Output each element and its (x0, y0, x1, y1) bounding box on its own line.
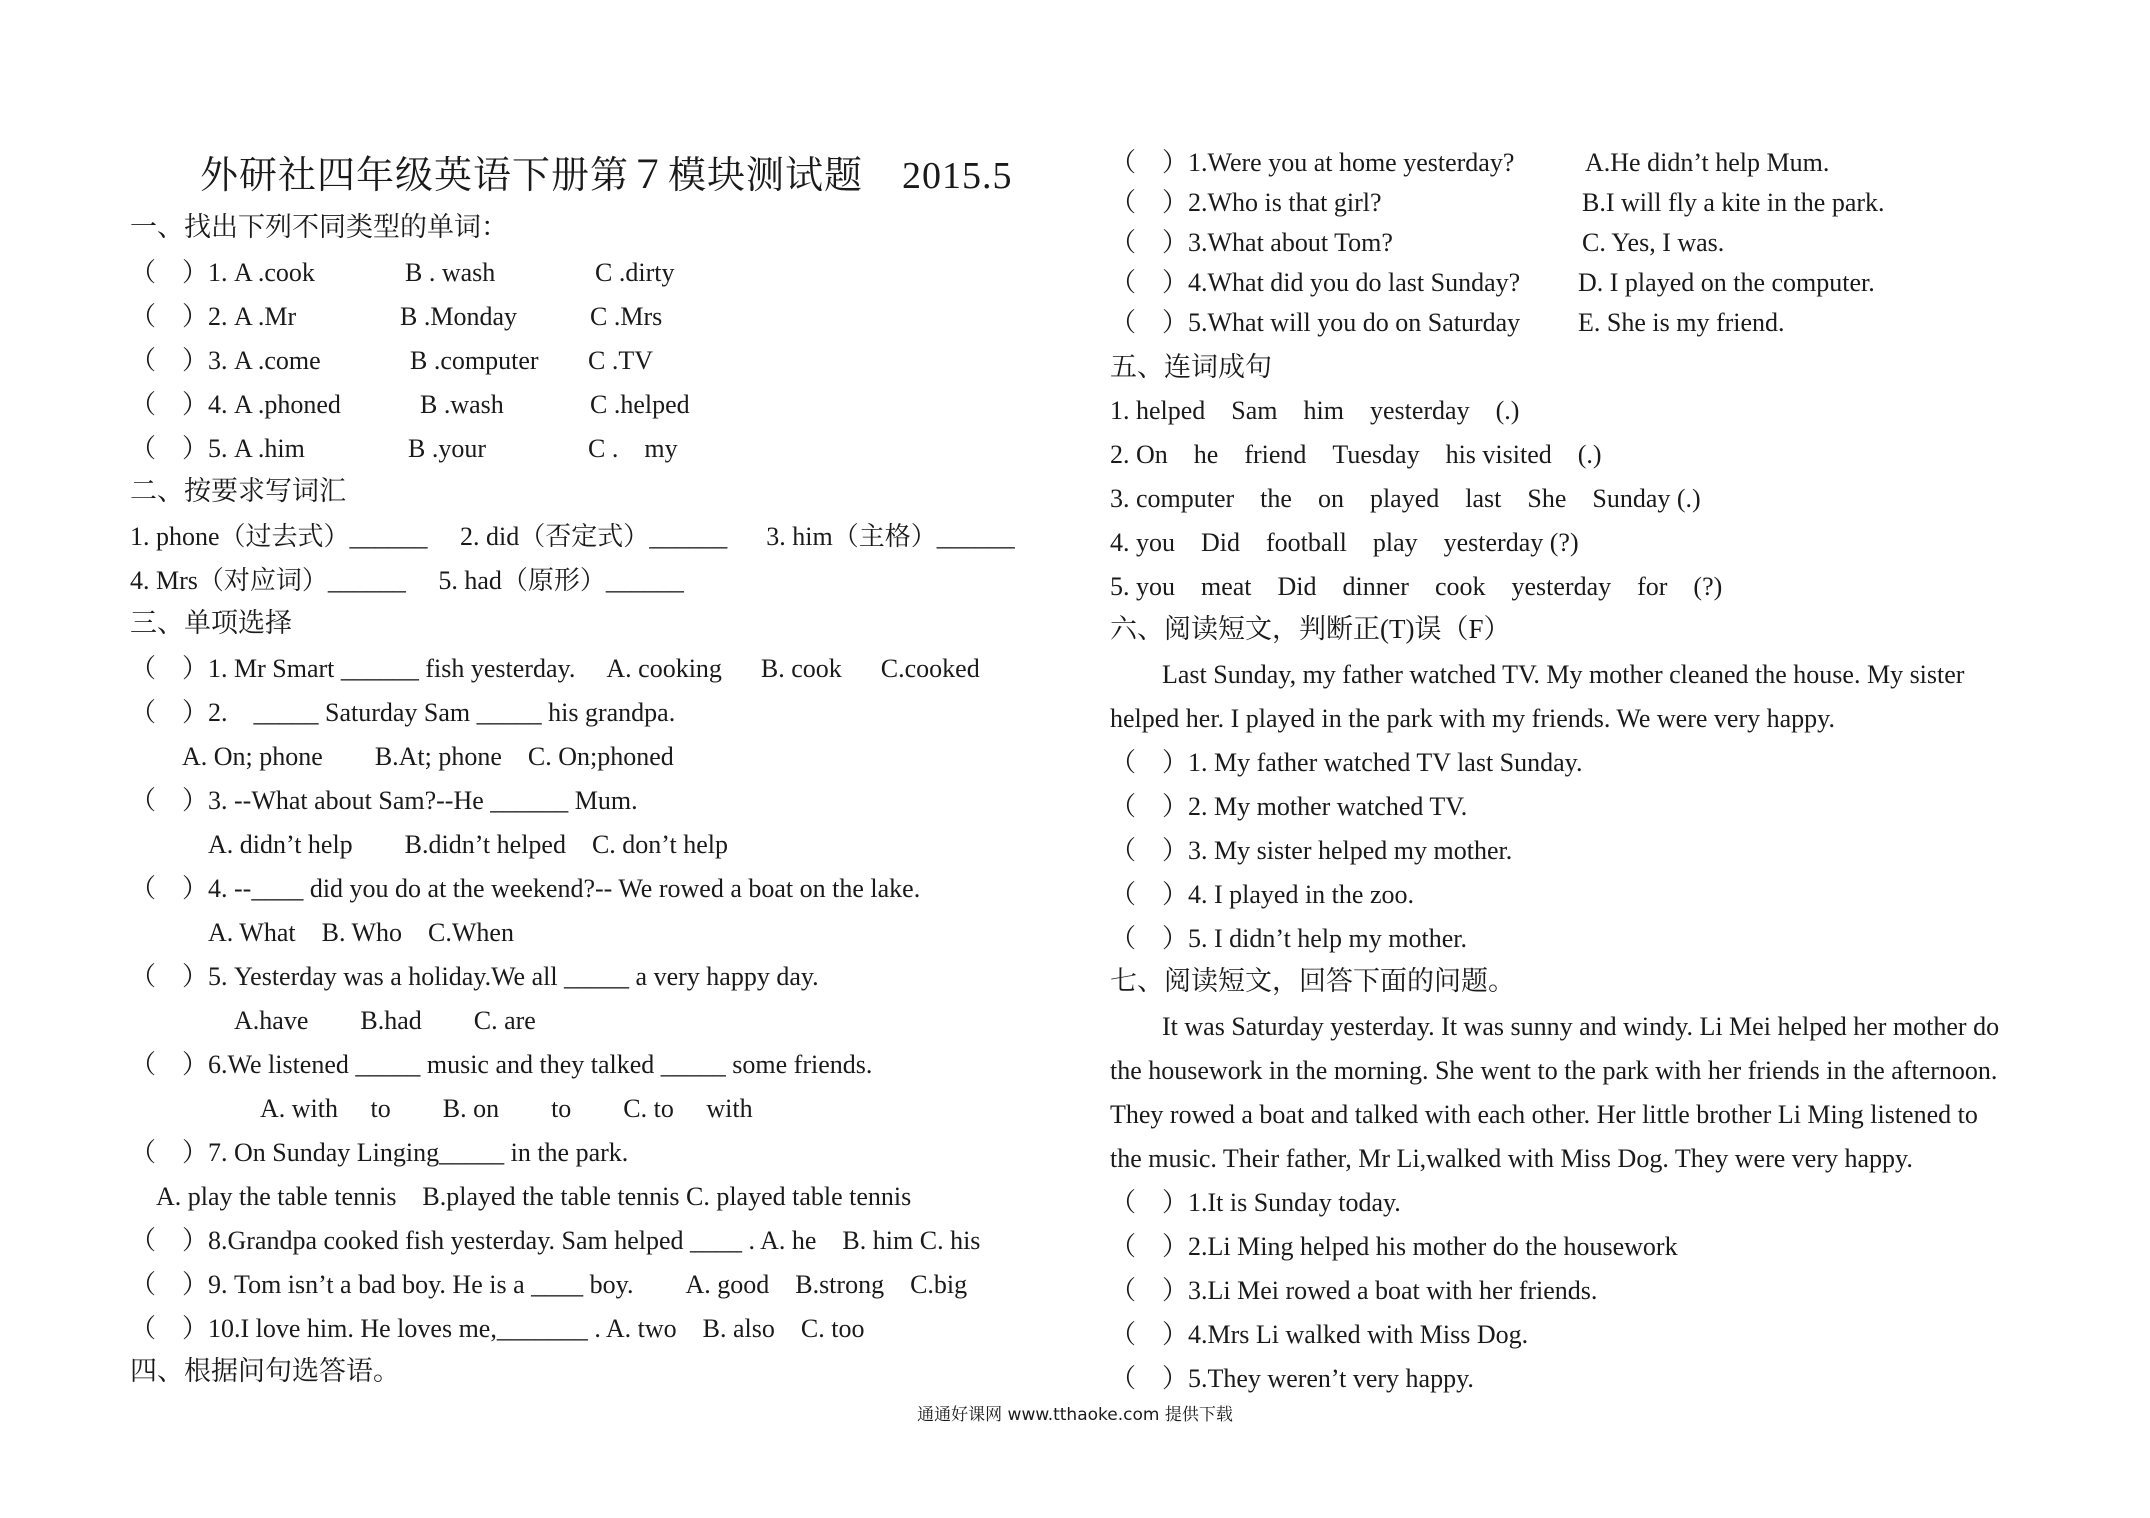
s7-item-1: （ ）1.It is Sunday today. (1110, 1188, 1401, 1217)
s3-line-10: （ ）6.We listened _____ music and they talked _____ some friends. (130, 1050, 873, 1079)
s3-line-6: （ ）4. --____ did you do at the weekend?-- We rowed a boat on the lake. (130, 874, 921, 903)
s4-row-5-question: （ ）5.What will you do on Saturday (1110, 308, 1521, 337)
section-6-heading: 六、阅读短文，判断正(T)误（F） (1110, 614, 1511, 644)
section-2-heading: 二、按要求写词汇 (130, 476, 346, 506)
s7-para-line-1: It was Saturday yesterday. It was sunny and windy. Li Mei helped her mother do (1110, 1012, 2000, 1041)
s4-row-5-answer: E. She is my friend. (1578, 308, 1785, 337)
s6-item-2: （ ）2. My mother watched TV. (1110, 792, 1468, 821)
s6-item-4: （ ）4. I played in the zoo. (1110, 880, 1414, 909)
s7-item-3: （ ）3.Li Mei rowed a boat with her friends. (1110, 1276, 1598, 1305)
s6-para-line-2: helped her. I played in the park with my friends. We were very happy. (1110, 704, 1835, 733)
s4-row-3-answer: C. Yes, I was. (1582, 228, 1725, 257)
s3-line-1: （ ）1. Mr Smart ______ fish yesterday. A. cooking B. cook C.cooked (130, 654, 980, 683)
s7-para-line-2: the housework in the morning. She went to the park with her friends in the afternoon. (1110, 1056, 1998, 1085)
s6-item-1: （ ）1. My father watched TV last Sunday. (1110, 748, 1583, 777)
section-7-heading: 七、阅读短文，回答下面的问题。 (1110, 966, 1515, 996)
s7-para-line-4: the music. Their father, Mr Li,walked with Miss Dog. They were very happy. (1110, 1144, 1913, 1173)
s3-line-8: （ ）5. Yesterday was a holiday.We all _____ a very happy day. (130, 962, 819, 991)
section-1-heading: 一、找出下列不同类型的单词： (130, 212, 508, 242)
section-3-heading: 三、单项选择 (130, 608, 292, 638)
s1-row-4-b: B .wash (420, 390, 504, 419)
page-title: 外研社四年级英语下册第７模块测试题 2015.5 (200, 155, 1013, 197)
s4-row-2-question: （ ）2.Who is that girl? (1110, 188, 1382, 217)
s1-row-5-b: B .your (408, 434, 486, 463)
footer-credit: 通通好课网 www.tthaoke.com 提供下载 (917, 1405, 1233, 1425)
s1-row-4-a: （ ）4. A .phoned (130, 390, 341, 419)
s3-line-16: （ ）10.I love him. He loves me,_______ . A. two B. also C. too (130, 1314, 865, 1343)
s1-row-3-c: C .TV (588, 346, 653, 375)
s7-item-5: （ ）5.They weren’t very happy. (1110, 1364, 1474, 1393)
s1-row-2-b: B .Monday (400, 302, 517, 331)
section-4-heading: 四、根据问句选答语。 (130, 1356, 400, 1386)
s1-row-2-a: （ ）2. A .Mr (130, 302, 297, 331)
s3-line-3: A. On; phone B.At; phone C. On;phoned (130, 742, 674, 771)
s3-line-7: A. What B. Who C.When (130, 918, 514, 947)
s7-item-2: （ ）2.Li Ming helped his mother do the housework (1110, 1232, 1678, 1261)
s1-row-5-a: （ ）5. A .him (130, 434, 305, 463)
s5-line-3: 3. computer the on played last She Sunday (.) (1110, 484, 1701, 513)
s4-row-3-question: （ ）3.What about Tom? (1110, 228, 1393, 257)
s4-row-2-answer: B.I will fly a kite in the park. (1582, 188, 1885, 217)
s5-line-2: 2. On he friend Tuesday his visited (.) (1110, 440, 1602, 469)
s3-line-11: A. with to B. on to C. to with (130, 1094, 753, 1123)
s3-line-9: A.have B.had C. are (130, 1006, 536, 1035)
s1-row-4-c: C .helped (590, 390, 690, 419)
s3-line-12: （ ）7. On Sunday Linging_____ in the park. (130, 1138, 629, 1167)
s4-row-1-question: （ ）1.Were you at home yesterday? (1110, 148, 1515, 177)
s4-row-4-question: （ ）4.What did you do last Sunday? (1110, 268, 1521, 297)
s1-row-1-c: C .dirty (595, 258, 675, 287)
s1-row-3-b: B .computer (410, 346, 539, 375)
s5-line-5: 5. you meat Did dinner cook yesterday for (?) (1110, 572, 1723, 601)
s3-line-14: （ ）8.Grandpa cooked fish yesterday. Sam helped ____ . A. he B. him C. his (130, 1226, 981, 1255)
s1-row-2-c: C .Mrs (590, 302, 663, 331)
section-5-heading: 五、连词成句 (1110, 352, 1272, 382)
s1-row-5-c: C . my (588, 434, 678, 463)
s3-line-4: （ ）3. --What about Sam?--He ______ Mum. (130, 786, 638, 815)
s1-row-3-a: （ ）3. A .come (130, 346, 321, 375)
s4-row-4-answer: D. I played on the computer. (1578, 268, 1875, 297)
s3-line-5: A. didn’t help B.didn’t helped C. don’t help (130, 830, 728, 859)
s7-item-4: （ ）4.Mrs Li walked with Miss Dog. (1110, 1320, 1529, 1349)
s2-line-1: 1. phone（过去式）______ 2. did（否定式）______ 3. him（主格）______ (130, 522, 1015, 551)
s5-line-1: 1. helped Sam him yesterday (.) (1110, 396, 1520, 425)
s5-line-4: 4. you Did football play yesterday (?) (1110, 528, 1579, 557)
s3-line-2: （ ）2. _____ Saturday Sam _____ his grandpa. (130, 698, 676, 727)
s2-line-2: 4. Mrs（对应词）______ 5. had（原形）______ (130, 566, 684, 595)
s1-row-1-b: B . wash (405, 258, 496, 287)
s6-para-line-1: Last Sunday, my father watched TV. My mother cleaned the house. My sister (1110, 660, 1965, 689)
s4-row-1-answer: A.He didn’t help Mum. (1585, 148, 1830, 177)
s6-item-3: （ ）3. My sister helped my mother. (1110, 836, 1513, 865)
s6-item-5: （ ）5. I didn’t help my mother. (1110, 924, 1467, 953)
s3-line-15: （ ）9. Tom isn’t a bad boy. He is a ____ boy. A. good B.strong C.big (130, 1270, 968, 1299)
s7-para-line-3: They rowed a boat and talked with each other. Her little brother Li Ming listened to (1110, 1100, 1978, 1129)
s1-row-1-a: （ ）1. A .cook (130, 258, 315, 287)
s3-line-13: A. play the table tennis B.played the table tennis C. played table tennis (130, 1182, 912, 1211)
